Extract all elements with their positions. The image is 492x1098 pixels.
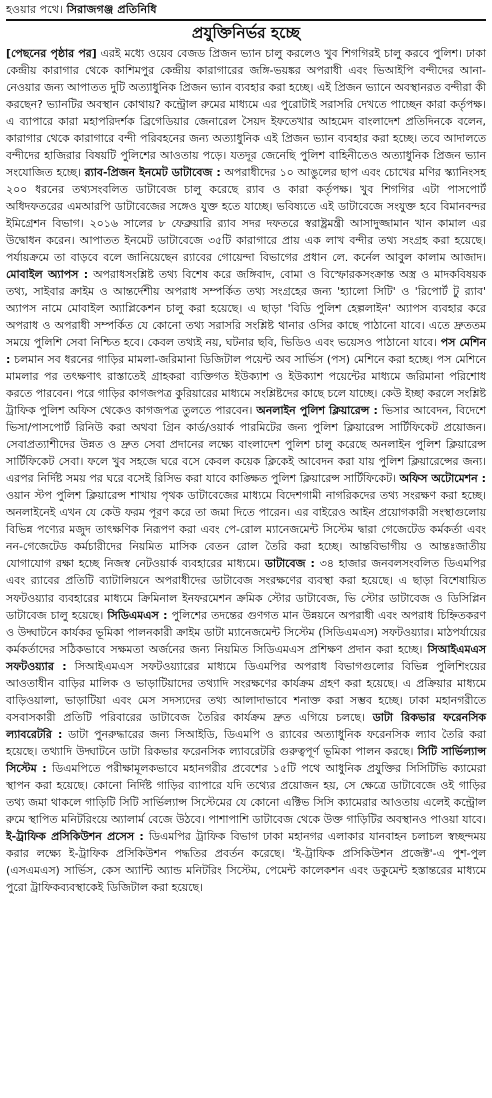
body-text: ওয়ান স্টপ পুলিশ ক্লিয়ারেন্স শাখায় পৃথক ডাটাবেজের মাধ্যমে বিদেশগামী নাগরিকদের তথ্য সংরক্ষণ করা হচ্ছে। অনলাইনেই এখন যে কেউ ফরম পূরণ করে তা জমা দিতে পারেন। এর বাইরেও আইন প্রয়োগকারী সংস্থাগুলোয় বিভিন্ন পণ্যের মজুদ তাৎক্ষণিক নিরূপণ করা এবং পে-রোল ম্যানেজমেন্ট সিস্টেম দ্বারা গেজেটেড কর্মকর্তা এবং নন-গেজেটেড কর্মচারীদের নিয়মিত মাসিক বেতন রোল তৈরি করা হচ্ছে। আন্তবিভাগীয় ও আন্তঃজাতীয় যোগাযোগ রক্ষা হচ্ছে নিজস্ব নেটওয়ার্ক ব্যবহারের মাধ্যমে। bbox=[6, 489, 486, 571]
body-text: পুলিশের তদন্তের গুণগত মান উন্নয়নে অপরাধী এবং অপরাধ চিহ্নিতকরণ ও উদ্ঘাটনে কার্যকর ভূমিকা পালনকারী ক্রাইম ডাটা ম্যানেজমেন্ট সিস্টেম (সিডিএমএস) সফটওয়্যার। মাঠপর্যায়ের কর্মকর্তাদের সঠিকভাবে সক্ষমতা অর্জনের জন্য নিয়মিত সিডিএমএস প্রশিক্ষণ প্রদান করা হচ্ছে। bbox=[6, 608, 486, 656]
body-text: ভিসার আবেদন, বিদেশে ভিসা/পাসপোর্ট রিনিউ করা অথবা গ্রিন কার্ড/ওয়ার্ক পারমিটের জন্য পুলিশ ক্লিয়ারেন্স সার্টিফিকেট প্রয়োজন। সেবাপ্রত্যাশীদের উন্নত ও দ্রুত সেবা প্রদানের লক্ষ্যে বাংলাদেশ পুলিশ চালু করেছে অনলাইন পুলিশ ক্লিয়ারেন্স সার্টিফিকেট সেবা। ফলে খুব সহজে ঘরে বসে কেবল কয়েক ক্লিকেই আবেদন করা যায় পুলিশ ক্লিয়ারেন্সের জন্য। এরপর নির্দিষ্ট সময় পর ঘরে বসেই রিসিভ করা যাবে কাঙ্ক্ষিত পুলিশ ক্লিয়ারেন্স সার্টিফিকেট। bbox=[6, 404, 486, 486]
subheading-city-surveillance-system: সিটি সার্ভিল্যান্স সিস্টেম : bbox=[6, 744, 487, 775]
subheading-office-automation: অফিস অটোমেশন : bbox=[399, 472, 486, 486]
previous-article-text: হওয়ার পথে। bbox=[6, 3, 67, 16]
subheading-rab-prison-inmate-database: র‌্যাব-প্রিজন ইনমেট ডাটাবেজ : bbox=[84, 166, 221, 180]
subheading-data-recovery-forensic-lab: ডাটা রিকভার ফরেনসিক ল্যাবরেটরি : bbox=[6, 710, 487, 741]
subheading-mobile-apps: মোবাইল অ্যাপস : bbox=[6, 268, 89, 282]
previous-article-tail bbox=[6, 2, 486, 17]
reporter-credit: সিরাজগঞ্জ প্রতিনিধি bbox=[66, 3, 157, 16]
body-text: সিআইএমএস সফটওয়্যারের মাধ্যমে ডিএমপির অপরাধ বিভাগগুলোর বিভিন্ন পুলিশিংয়ের আওতাধীন বাড়ির মালিক ও ভাড়াটিয়াদের তথ্যাদি সংরক্ষণের কার্যক্রম গ্রহণ করা হয়েছে। এ প্রক্রিয়ার মাধ্যমে বাড়িওয়ালা, ভাড়াটিয়া এবং মেস সদস্যদের তথ্য আলাদাভাবে শনাক্ত করা সম্ভব হচ্ছে। ঢাকা মহানগরীতে বসবাসকারী প্রতিটি পরিবারের ডাটাবেজ তৈরির কার্যক্রম দ্রুত এগিয়ে চলছে। bbox=[6, 659, 486, 724]
article-paragraph bbox=[6, 45, 486, 896]
subheading-cims-software: সিআইএমএস সফটওয়্যার : bbox=[6, 642, 486, 673]
body-text: অপরাধীদের ১০ আঙুলের ছাপ এবং চোখের মণির স্ক্যানিংসহ ২০০ ধরনের তথ্যসংবলিত ডাটাবেজ চালু করেছে র‌্যাব ও কারা কর্তৃপক্ষ। খুব শিগগির এটা পাসপোর্ট অধিদফতরের এমআরপি ডাটাবেজের সঙ্গেও যুক্ত হতে যাচ্ছে। ভবিষ্যতে এই ডাটাবেজে সংযুক্ত হবে বিমানবন্দর ইমিগ্রেশন বিভাগ। ২০১৬ সালের ৮ ফেব্রুয়ারি র‌্যাব সদর দফতরে স্বরাষ্ট্রমন্ত্রী আসাদুজ্জামান খান কামাল এর উদ্বোধন করেন। আপাতত ইনমেট ডাটাবেজে ৩৫টি কারাগারে প্রায় এক লাখ বন্দীর তথ্য সংগ্রহ করা হয়েছে। পর্যায়ক্রমে তা বাড়বে বলে জানিয়েছেন র‌্যাবের গোয়েন্দা বিভাগের প্রধান লে. কর্নেল আবুল কালাম আজাদ। bbox=[6, 166, 486, 265]
subheading-online-police-clearance: অনলাইন পুলিশ ক্লিয়ারেন্স : bbox=[256, 404, 378, 418]
body-text: ৩৪ হাজার জনবলসংবলিত ডিএমপির এবং র‌্যাবের প্রতিটি ব্যাটালিয়নে অপরাধীদের ডাটাবেজ সংরক্ষণের ব্যবস্থা করা হয়েছে। এ ছাড়া বিশেষায়িত সফটওয়্যার ব্যবহারের মাধ্যমে ক্রিমিনাল ইনফরমেশন ক্রমিক স্টোর ডাটাবেজ, ভি স্টোর ডাটাবেজ ও ডিসিপ্লিন ডাটাবেজ চালু হয়েছে। bbox=[6, 557, 486, 622]
subheading-cdms: সিডিএমএস : bbox=[107, 608, 168, 622]
continued-from-marker: [পেছনের পৃষ্ঠার পর] bbox=[6, 47, 97, 60]
subheading-pos-machine: পস মেশিন : bbox=[6, 336, 486, 367]
body-text: অপরাধসংশ্লিষ্ট তথ্য বিশেষ করে জঙ্গিবাদ, বোমা ও বিস্ফোরকসংক্রান্ত অস্ত্র ও মাদকবিষয়ক তথ্য, সাইবার ক্রাইম ও আন্তর্দেশীয় অপরাধ সম্পর্কিত তথ্য সংগ্রহের জন্য 'হ্যালো সিটি' ও 'রিপোর্ট টু র‌্যাব' অ্যাপস নামে মোবাইল অ্যাপ্লিকেশন চালু করা হয়েছে। এ ছাড়া 'বিডি পুলিশ হেল্পলাইন' অ্যাপস ব্যবহার করে অপরাধ ও অপরাধী সম্পর্কিত যে কোনো তথ্য সরাসরি সংশ্লিষ্ট থানার ওসির কাছে পাঠানো যাবে। এতে দ্রুততম সময়ে পুলিশি সেবা নিশ্চিত হবে। কেবল তথ্যই নয়, ঘটনার ছবি, ভিডিও এবং ভয়েসও পাঠানো যাবে। bbox=[6, 268, 486, 350]
article-body bbox=[6, 45, 486, 896]
subheading-e-traffic-prosecution: ই-ট্রাফিক প্রসিকিউশন প্রসেস : bbox=[6, 829, 144, 843]
subheading-database: ডাটাবেজ : bbox=[264, 557, 315, 571]
body-text: ডিএমপিতে পরীক্ষামূলকভাবে মহানগরীর প্রবেশের ১৫টি পথে আধুনিক প্রযুক্তির সিসিটিভি ক্যামেরা স্থাপন করা হয়েছে। কোনো নির্দিষ্ট গাড়ির ব্যাপারে যদি তথ্যের প্রয়োজন হয়, সে ক্ষেত্রে ডাটাবেজে ওই গাড়ির তথ্য জমা থাকলে গাড়িটি সিটি সার্ভিল্যান্স সিস্টেমের যে কোনো এক্টিভ সিসি ক্যামেরার আওতায় এলেই কন্ট্রোল রুমে স্থাপিত মনিটরিংয়ে অ্যালার্ম বেজে উঠবে। পাশাপাশি ডাটাবেজ থেকে উক্ত গাড়িটির অবস্থানও পাওয়া যাবে। bbox=[6, 761, 486, 826]
body-text: চলমান সব ধরনের গাড়ির মামলা-জরিমানা ডিজিটাল পয়েন্ট অব সার্ভিস (পস) মেশিনে করা হচ্ছে। পস মেশিনে মামলার পর তৎক্ষণাৎ রাস্তাতেই গ্রাহকরা ব্যক্তিগত ইউক্যাশ ও ইউক্যাশ পয়েন্টের মাধ্যমে জরিমানা পরিশোধ করতে পারবেন। পরে গাড়ির কাগজপত্র কুরিয়ারের মাধ্যমে সংশ্লিষ্টদের কাছে চলে যাচ্ছে। কেউ ইচ্ছা করলে সংশ্লিষ্ট ট্রাফিক পুলিশ অফিস থেকেও কাগজপত্র তুলতে পারবেন। bbox=[6, 353, 486, 418]
body-text: ডিএমপির ট্রাফিক বিভাগ ঢাকা মহানগর এলাকার যানবাহন চলাচল স্বচ্ছন্দময় করার লক্ষ্যে ই-ট্রাফিক প্রসিকিউশন পদ্ধতির প্রবর্তন করেছে। 'ই-ট্রাফিক প্রসিকিউশন প্রজেক্ট'-এ পুশ-পুল (এসএমএস) সার্ভিস, কেস অ্যান্টি অ্যান্ড মনিটরিং সিস্টেম, পেমেন্ট কালেকশন এবং ডকুমেন্ট হস্তান্তরের মাধ্যমে পুরো ট্রাফিকব্যবস্থাকেই ডিজিটাল করা হয়েছে। bbox=[6, 829, 486, 894]
article-headline: প্রযুক্তিনির্ভর হচ্ছে bbox=[191, 24, 301, 42]
body-text: এরই মধ্যে ওয়েব বেজড প্রিজন ভ্যান চালু করলেও খুব শিগগিরই চালু করবে পুলিশ। ঢাকা কেন্দ্রীয় কারাগার থেকে কাশিমপুর কেন্দ্রীয় কারাগারের জঙ্গি-ভয়ঙ্কর অপরাধী এবং ভিআইপি বন্দীদের আনা-নেওয়ার জন্য আপাতত দুটি অত্যাধুনিক প্রিজন ভ্যান ব্যবহার করা হচ্ছে। এই প্রিজন ভ্যানে অবস্থানরত বন্দীরা কী করছেন? ভ্যানটির অবস্থান কোথায়? কন্ট্রোল রুমের মাধ্যমে এর পুরোটাই সরাসরি দেখতে পাচ্ছেন কারা কর্তৃপক্ষ। এ ব্যাপারে কারা মহাপরিদর্শক ব্রিগেডিয়ার জেনারেল সৈয়দ ইফতেখার আহমেদ বাংলাদেশ প্রতিদিনকে বলেন, কারাগার থেকে কারাগারে বন্দী পরিবহনের জন্য অত্যাধুনিক এই প্রিজন ভ্যান ব্যবহার করা হচ্ছে। তবে আদালতে বন্দীদের হাজিরার বিষয়টি পুলিশের আওতায় পড়ে। যতদূর জেনেছি পুলিশ বাহিনীতেও অত্যাধুনিক প্রিজন ভ্যান সংযোজিত হচ্ছে। bbox=[6, 47, 486, 180]
body-text: ডাটা পুনরুদ্ধারের জন্য সিআইডি, ডিএমপি ও র‌্যাবের অত্যাধুনিক ফরেনসিক ল্যাব তৈরি করা হয়েছে। তথ্যাদি উদ্ঘাটনে ডাটা রিকভার ফরেনসিক ল্যাবরেটরি গুরুত্বপূর্ণ ভূমিকা পালন করছে। bbox=[6, 727, 486, 758]
